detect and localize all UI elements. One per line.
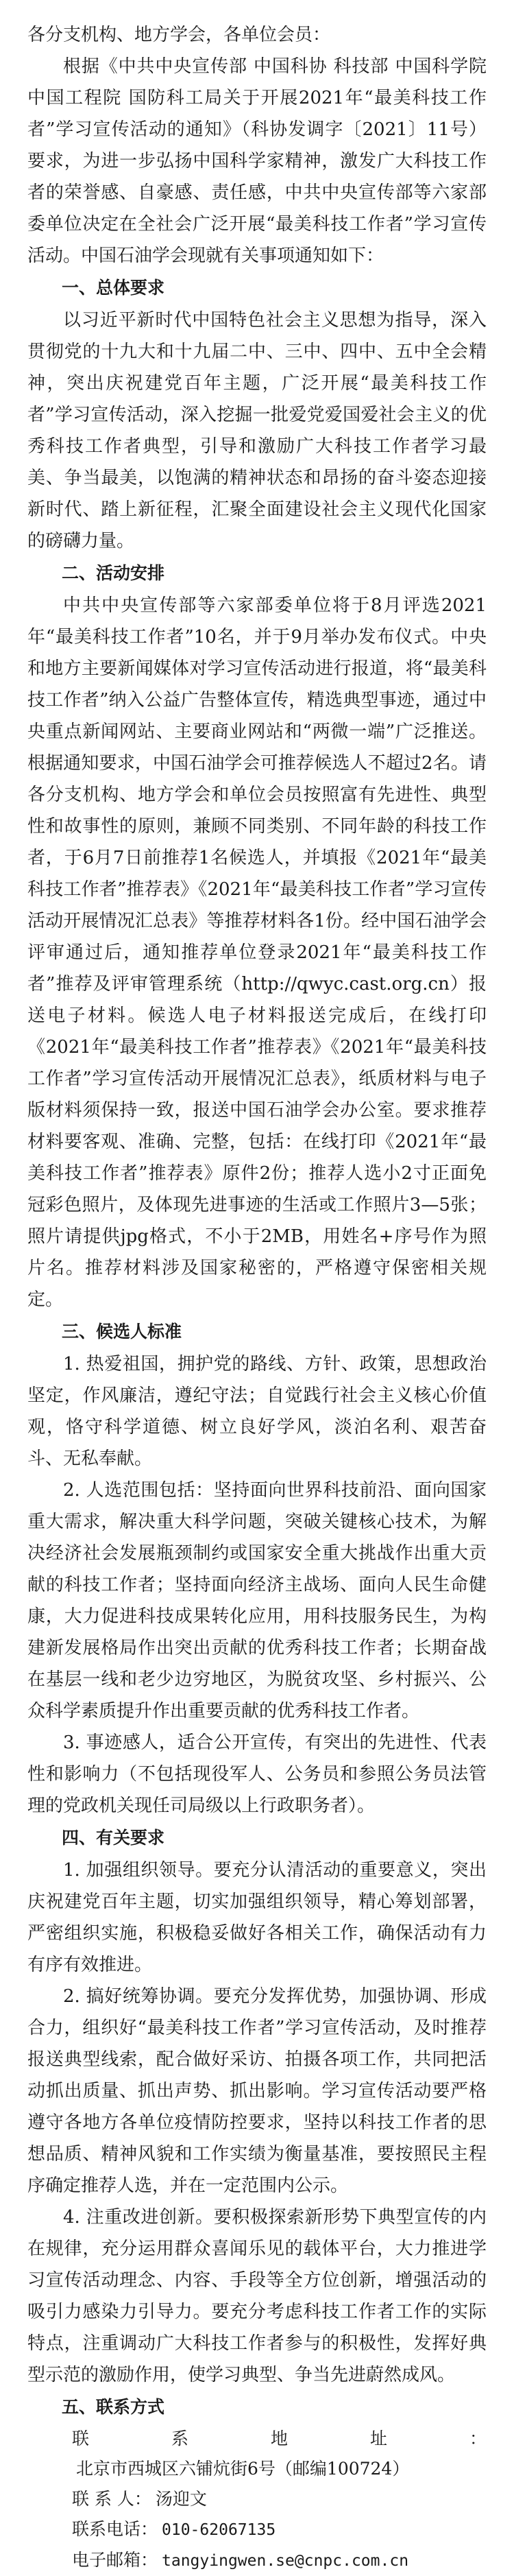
section-heading: 三、候选人标准 <box>62 1322 182 1341</box>
section-requirements <box>27 1822 487 2391</box>
section-paragraph: 2. 人选范围包括：坚持面向世界科技前沿、面向国家重大需求，解决重大科学问题，突破关键核心技术，为解决经济社会发展瓶颈制约或国家安全重大挑战作出重大贡献的科技工作者；坚持面向经济主战场、面向人民生命健康，大力促进科技成果转化应用，用科技服务民生，为构建新发展格局作出突出贡献的优秀科技工作者；长期奋战在基层一线和老少边穷地区，为脱贫攻坚、乡村振兴、公众科学素质提升作出重要贡献的优秀科技工作者。 <box>27 1480 487 1721</box>
contact-email-link[interactable]: tangyingwen.se@cnpc.com.cn <box>162 2552 409 2570</box>
section-schedule <box>27 557 487 1315</box>
contact-phone-label: 联系电话： <box>72 2519 158 2539</box>
section-heading: 一、总体要求 <box>62 278 165 298</box>
contact-address-row <box>27 2424 487 2484</box>
contact-person-label: 联 系 人： <box>72 2489 151 2509</box>
section-paragraph: 1. 加强组织领导。要充分认清活动的重要意义，突出庆祝建党百年主题，切实加强组织领导，精心筹划部署，严密组织实施，积极稳妥做好各相关工作，确保活动有力有序有效推进。 <box>27 1860 487 1975</box>
section-criteria <box>27 1315 487 1822</box>
contact-email-row <box>27 2545 487 2576</box>
contact-phone: 010-62067135 <box>162 2521 276 2539</box>
section-paragraph: 3. 事迹感人，适合公开宣传，有突出的先进性、代表性和影响力（不包括现役军人、公务员和参照公务员法管理的党政机关现任司局级以上行政职务者）。 <box>27 1732 487 1816</box>
contact-phone-row <box>27 2514 487 2545</box>
intro-paragraph: 根据《中共中央宣传部 中国科协 科技部 中国科学院 中国工程院 国防科工局关于开展2021年“最美科技工作者”学习宣传活动的通知》（科协发调字〔2021〕11号）要求，为进一步弘扬中国科学家精神，激发广大科技工作者的荣誉感、自豪感、责任感，中共中央宣传部等六家部委单位决定在全社会广泛开展“最美科技工作者”学习宣传活动。中国石油学会现就有关事项通知如下： <box>27 56 487 266</box>
contact-address: 北京市西城区六铺炕街6号（邮编100724） <box>76 2459 410 2479</box>
section-heading: 二、活动安排 <box>62 563 165 583</box>
contact-address-label: 联系地址： <box>72 2429 487 2448</box>
section-paragraph: 中共中央宣传部等六家部委单位将于8月评选2021年“最美科技工作者”10名，并于9月举办发布仪式。中央和地方主要新闻媒体对学习宣传活动进行报道，将“最美科技工作者”纳入公益广告整体宣传，精选典型事迹，通过中央重点新闻网站、主要商业网站和“两微一端”广泛推送。根据通知要求，中国石油学会可推荐候选人不超过2名。请各分支机构、地方学会和单位会员按照富有先进性、典型性和故事性的原则，兼顾不同类别、不同年龄的科技工作者，于6月7日前推荐1名候选人，并填报《2021年“最美科技工作者”推荐表》《2021年“最美科技工作者”学习宣传活动开展情况汇总表》等推荐材料各1份。经中国石油学会评审通过后，通知推荐单位登录2021年“最美科技工作者”推荐及评审管理系统（http://qwyc.cast.org.cn）报送电子材料。候选人电子材料报送完成后，在线打印《2021年“最美科技工作者”推荐表》《2021年“最美科技工作者”学习宣传活动开展情况汇总表》，纸质材料与电子版材料须保持一致，报送中国石油学会办公室。要求推荐材料要客观、准确、完整，包括：在线打印《2021年“最美科技工作者”推荐表》原件2份；推荐人选小2寸正面免冠彩色照片，及体现先进事迹的生活或工作照片3—5张；照片请提供jpg格式，不小于2MB，用姓名+序号作为照片名。推荐材料涉及国家秘密的，严格遵守保密相关规定。 <box>27 595 487 1310</box>
section-general <box>27 272 487 557</box>
contact-person-row <box>27 2484 487 2514</box>
section-paragraph: 以习近平新时代中国特色社会主义思想为指导，深入贯彻党的十九大和十九届二中、三中、四中、五中全会精神，突出庆祝建党百年主题，广泛开展“最美科技工作者”学习宣传活动，深入挖掘一批爱党爱国爱社会主义的优秀科技工作者典型，引导和激励广大科技工作者学习最美、争当最美，以饱满的精神状态和昂扬的奋斗姿态迎接新时代、踏上新征程，汇聚全面建设社会主义现代化国家的磅礴力量。 <box>27 310 487 551</box>
section-contact <box>27 2391 487 2576</box>
section-heading: 四、有关要求 <box>62 1828 165 1848</box>
salutation: 各分支机构、地方学会，各单位会员： <box>27 25 331 45</box>
contact-email-label: 电子邮箱： <box>72 2550 158 2570</box>
contact-person: 汤迎文 <box>155 2489 207 2509</box>
section-paragraph: 2. 搞好统筹协调。要充分发挥优势，加强协调、形成合力，组织好“最美科技工作者”学习宣传活动，及时推荐报送典型线索，配合做好采访、拍摄各项工作，共同把活动抓出质量、抓出声势、抓出影响。学习宣传活动要严格遵守各地方各单位疫情防控要求，坚持以科技工作者的思想品质、精神风貌和工作实绩为衡量基准，要按照民主程序确定推荐人选，并在一定范围内公示。 <box>27 1986 487 2196</box>
section-paragraph: 4. 注重改进创新。要积极探索新形势下典型宣传的内在规律，充分运用群众喜闻乐见的载体平台，大力推进学习宣传活动理念、内容、手段等全方位创新，增强活动的吸引力感染力引导力。要充分考虑科技工作者工作的实际特点，注重调动广大科技工作者参与的积极性，发挥好典型示范的激励作用，使学习典型、争当先进蔚然成风。 <box>27 2207 487 2385</box>
section-heading: 五、联系方式 <box>62 2397 165 2417</box>
section-paragraph: 1. 热爱祖国，拥护党的路线、方针、政策，思想政治坚定，作风廉洁，遵纪守法；自觉践行社会主义核心价值观，恪守科学道德、树立良好学风，淡泊名利、艰苦奋斗、无私奉献。 <box>27 1354 487 1469</box>
